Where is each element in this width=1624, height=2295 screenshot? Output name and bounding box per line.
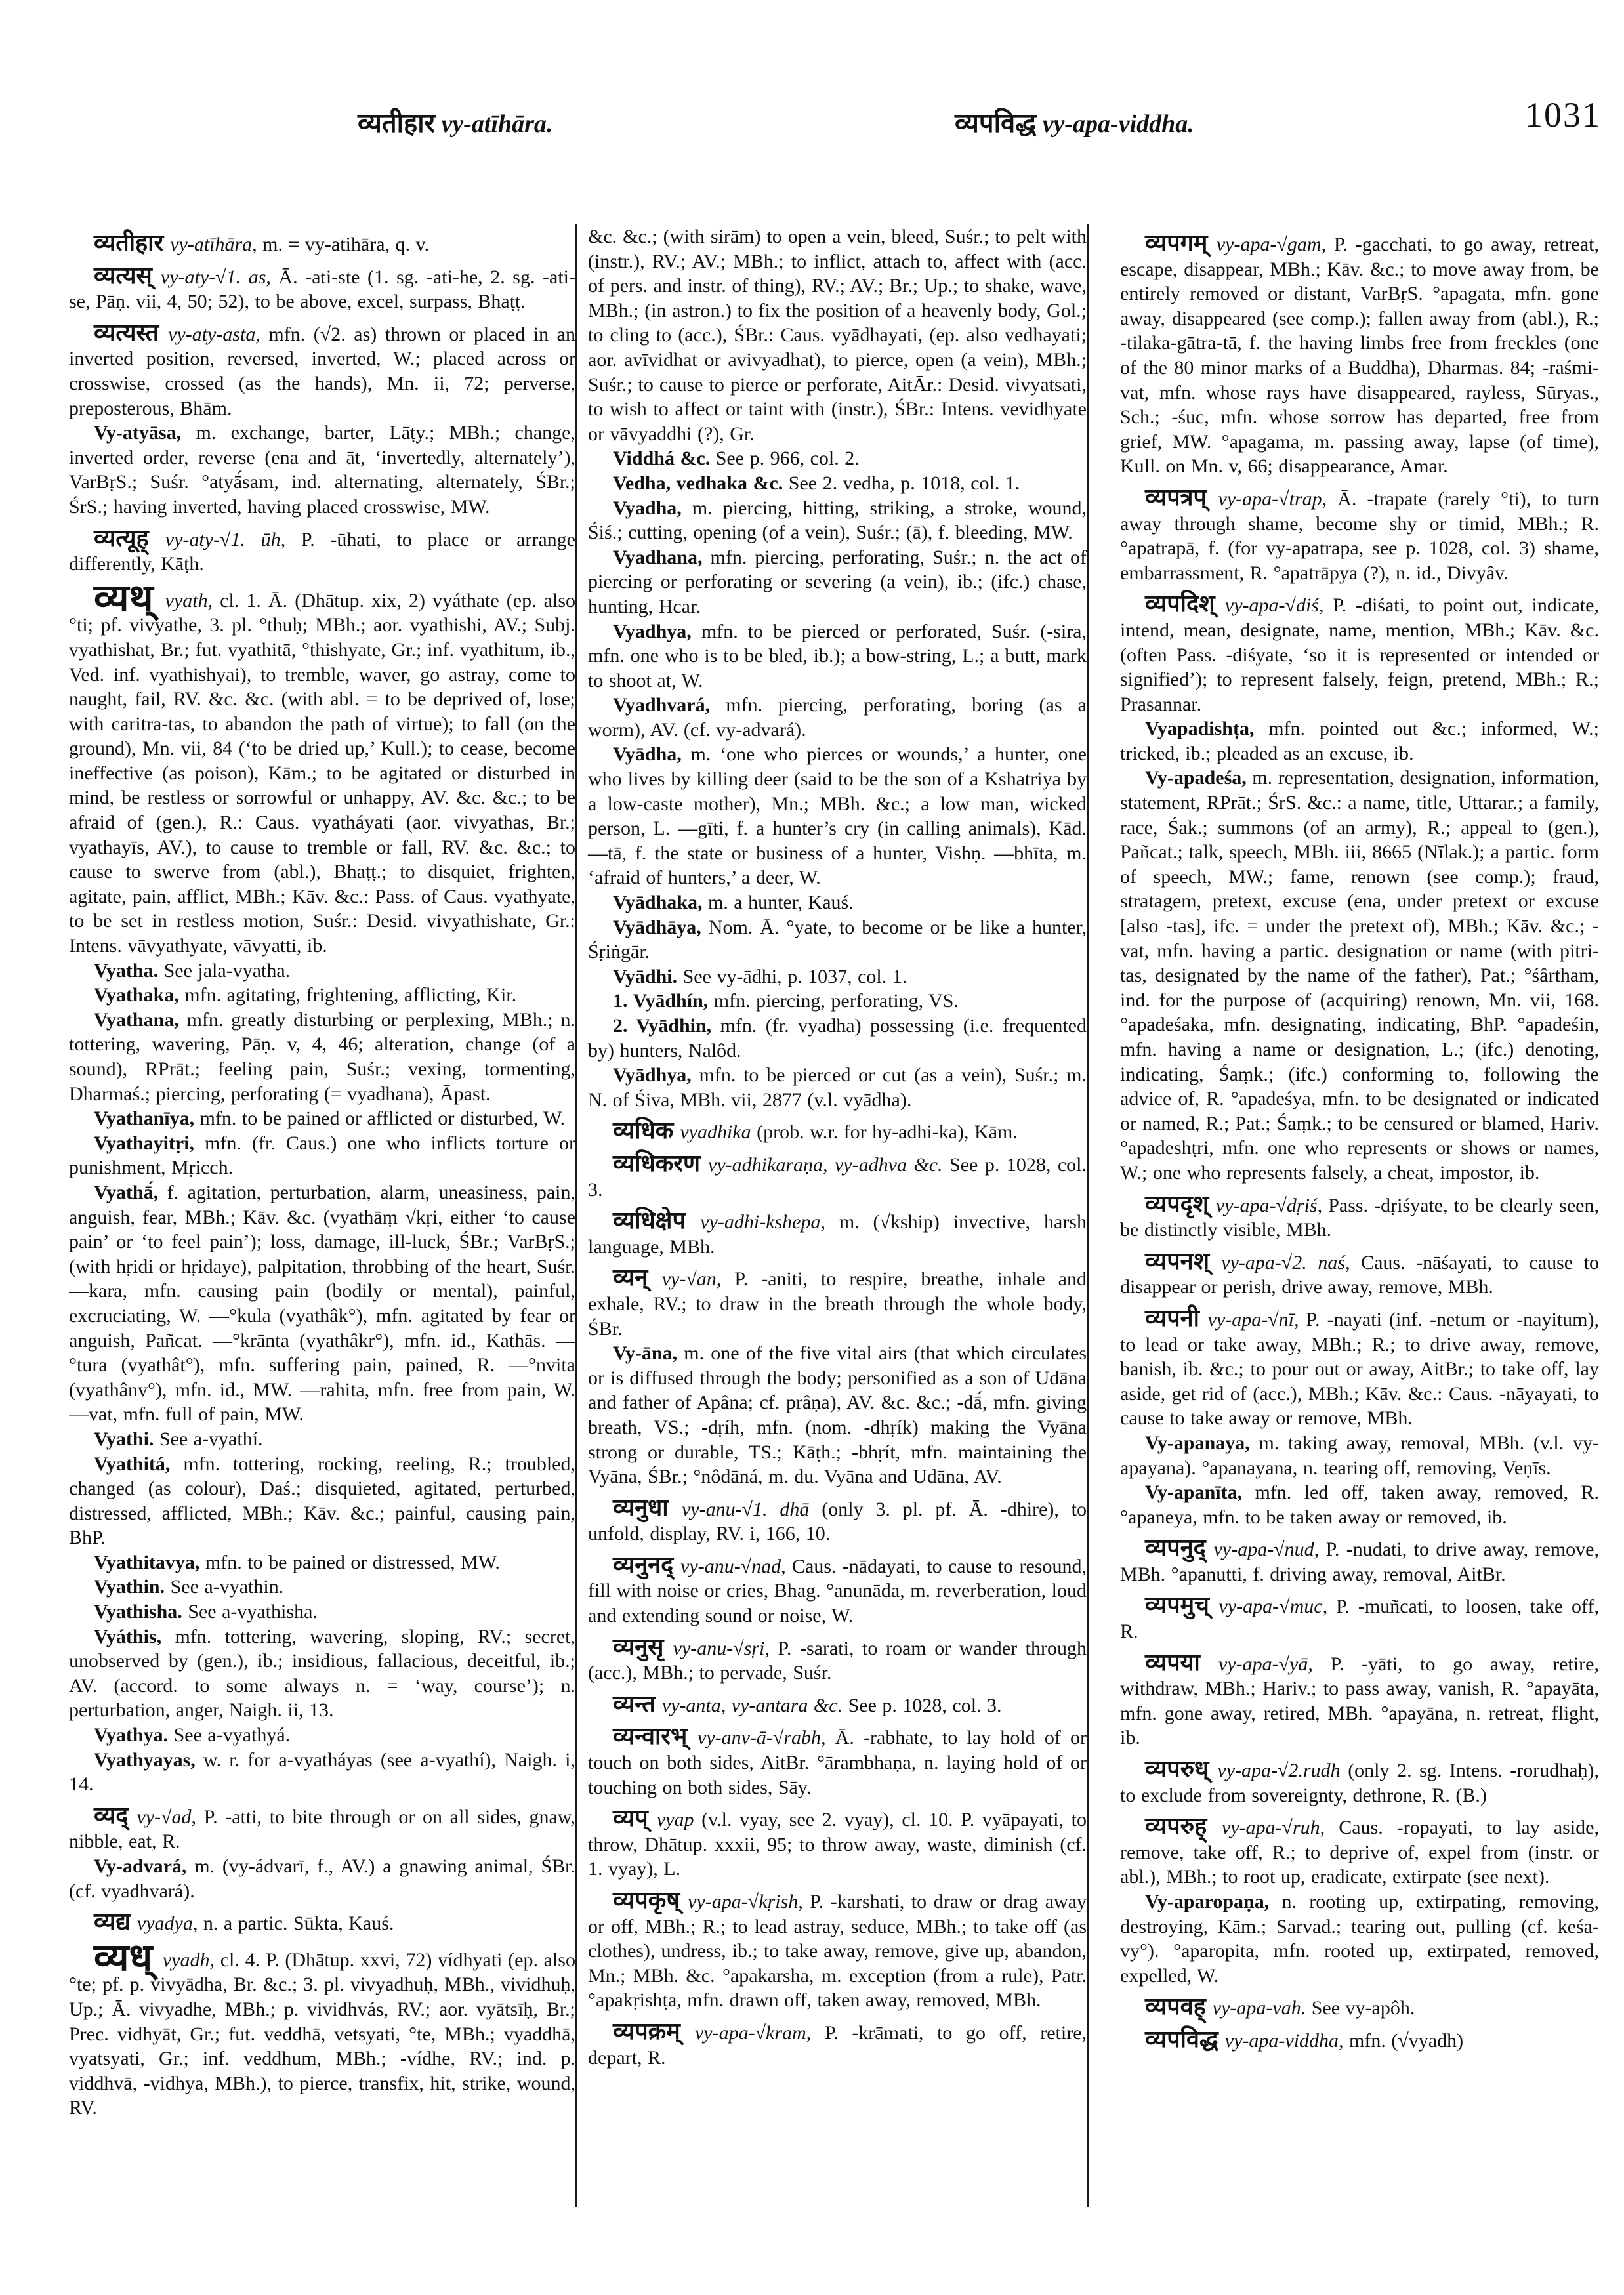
subentry-headword: Vyādhāya,	[613, 916, 709, 938]
dictionary-entry: व्यन् vy-√an, P. -aniti, to respire, breathe, inhale and exhale, RV.; to draw in the breath through the whole body, ŚBr.	[588, 1264, 1087, 1340]
headword-devanagari: व्यत्यस्त	[94, 319, 169, 346]
headword-transliteration: vyath,	[165, 589, 220, 611]
dictionary-entry: व्यपदृश् vy-apa-√dṛiś, Pass. -dṛiśyate, to be clearly seen, be distinctly visible, MBh.	[1120, 1190, 1599, 1241]
dictionary-entry: Vyáthis, mfn. tottering, wavering, sloping, RV.; secret, unobserved by (gen.), ib.; insidious, fallacious, deceitful, ib.; AV. (accord. to some always n. = ‘way, course’); n. perturbation, anger, Naigh. ii, 13.	[69, 1625, 575, 1722]
headword-transliteration: vy-aty-√1. as,	[160, 266, 279, 288]
dictionary-entry: Vyādhya, mfn. to be pierced or cut (as a vein), Suśr.; m. N. of Śiva, MBh. vii, 2877 (v.l. vyādha).	[588, 1064, 1087, 1111]
dictionary-entry: Vy-apanīta, mfn. led off, taken away, removed, R. °apaneya, mfn. to be taken away or removed, ib.	[1120, 1481, 1599, 1528]
headword-devanagari: व्यन्वारभ्	[613, 1723, 697, 1750]
headword-devanagari: व्यनुनद्	[613, 1551, 681, 1578]
dictionary-entry: 2. Vyādhin, mfn. (fr. vyadha) possessing (i.e. frequented by) hunters, Nalôd.	[588, 1015, 1087, 1062]
page-number: 1031	[1525, 95, 1601, 134]
subentry-headword: Viddhá &c.	[613, 447, 716, 470]
headword-transliteration: vy-aty-asta,	[168, 323, 269, 345]
subentry-headword: Vyatha.	[94, 959, 164, 982]
headword-devanagari: व्यपया	[1145, 1649, 1218, 1676]
dictionary-entry: व्यपमुच् vy-apa-√muc, P. -muñcati, to loosen, take off, R.	[1120, 1592, 1599, 1643]
dictionary-entry: Vy-apadeśa, m. representation, designation, information, statement, RPrāt.; ŚrS. &c.: a name, title, Uttarar.; a family, race, Śak.; summons (of an army), R.; appeal to (gen.), Pañcat.; talk, speech, MBh. iii, 8665 (Nīlak.); a partic. form of speech, MW.; fame, renown (see comp.); fraud, stratagem, pretext, excuse (ena, under pretext or excuse [also -tas], ifc. = under the pretext of), MBh.; Kāv. &c.; -vat, mfn. having a partic. designation or name (with pitri-tas, designated by the name of the father), Pat.; °śârtham, ind. for the purpose of (acquiring) renown, Mn. vii, 168. °apadeśaka, mfn. designating, indicating, BhP. °apadeśin, mfn. having a name or designation, L.; (ifc.) denoting, indicating, Śaṃk.; (ifc.) conforming to, following the advice of, R. °apadeśya, mfn. to be designated or indicated or named, R.; Pat.; Śaṃk.; to be censured or blamed, Hariv. °apadeshṭri, mfn. one who represents or shows or names, W.; one who represents falsely, a cheat, impostor, ib.	[1120, 767, 1599, 1184]
headword-transliteration: vyadhika	[680, 1121, 757, 1144]
headword-devanagari: व्यपनी	[1145, 1304, 1208, 1331]
headword-transliteration: vy-apa-√ruh,	[1221, 1817, 1339, 1839]
headword-devanagari: व्यप्	[613, 1805, 657, 1832]
dictionary-entry: व्यपनुद् vy-apa-√nud, P. -nudati, to drive away, remove, MBh. °apanutti, f. driving away, removal, AitBr.	[1120, 1535, 1599, 1585]
headword-transliteration: vy-apa-√diś,	[1224, 594, 1333, 617]
headword-transliteration: vy-adhikaraṇa, vy-adhva &c.	[708, 1153, 950, 1176]
dictionary-entry: Vedha, vedhaka &c. See 2. vedha, p. 1018, col. 1.	[613, 472, 1020, 494]
dictionary-entry: Vy-āna, m. one of the five vital airs (that which circulates or is diffused through the body; personified as a son of Udāna and father of Apâna; cf. prâṇa), AV. &c. &c.; -dā́, mfn. giving breath, VS.; -dṛíh, mfn. (nom. -dhṛík) making the Vyāna strong or durable, TS.; Kāṭh.; -bhṛít, mfn. maintaining the Vyāna, ŚBr.; °nôdāná, m. du. Vyāna and Udāna, AV.	[588, 1342, 1087, 1488]
subentry-headword: Vyathanīya,	[94, 1107, 200, 1130]
dictionary-entry: Vy-aparopaṇa, n. rooting up, extirpating, removing, destroying, Kām.; Sarvad.; tearing out, pulling (cf. keśa-vy°). °aparopita, mfn. rooted up, extirpated, removed, expelled, W.	[1120, 1891, 1599, 1987]
subentry-headword: Vyathā́,	[94, 1181, 167, 1203]
headword-devanagari: व्यद्	[94, 1802, 137, 1829]
dictionary-entry: Vyathya. See a-vyathyá.	[94, 1724, 291, 1747]
headword-transliteration: vy-anu-√1. dhā	[681, 1498, 822, 1520]
headword-transliteration: vy-apa-√2. naś,	[1221, 1251, 1362, 1273]
subentry-headword: Vyathaka,	[94, 984, 185, 1006]
headword-transliteration: vy-apa-√nud,	[1213, 1539, 1326, 1561]
dictionary-entry: &c. &c.; (with sirām) to open a vein, bleed, Suśr.; to pelt with (instr.), RV.; AV.; MBh.; to inflict, attach to, affect with (acc. of pers. and instr. of thing), RV.; AV.; Br.; Up.; to shake, wave, MBh.; (in astron.) to fix the position of a heavenly body, Gol.; to cling to (acc.), ŚBr.: Caus. vyādhayati, (ep. also vedhayati; aor. avīvidhat or avivyadhat), to pierce, open (a vein), MBh.; Suśr.; to cause to pierce or perforate, AitĀr.: Desid. vivyatsati, to wish to affect or taint with (instr.), ŚBr.: Intens. vevidhyate or vāvyaddhi (?), Gr.	[588, 226, 1087, 445]
running-head-left-devanagari: व्यतीहार	[358, 108, 435, 138]
dictionary-entry: व्यपनश् vy-apa-√2. naś, Caus. -nāśayati, to cause to disappear or perish, drive away, remove, MBh.	[1120, 1247, 1599, 1298]
dictionary-entry: Vyādhi. See vy-ādhi, p. 1037, col. 1.	[613, 965, 907, 987]
dictionary-entry: Vyathisha. See a-vyathisha.	[94, 1601, 318, 1623]
subentry-headword: Vyathyayas,	[94, 1748, 203, 1771]
headword-transliteration: vy-anu-√sṛi,	[673, 1637, 778, 1659]
dictionary-entry: व्यनुनद् vy-anu-√nad, Caus. -nādayati, to cause to resound, fill with noise or cries, Bhag. °anunāda, m. reverberation, loud and extending sound or noise, W.	[588, 1551, 1087, 1627]
dictionary-entry: व्यपत्रप् vy-apa-√trap, Ā. -trapate (rarely °ti), to turn away through shame, become shy or timid, MBh.; R. °apatrapā, f. (for vy-apatrapa, see p. 1028, col. 3) shame, embarrassment, R. °apatrāpya (?), n. id., Divyâv.	[1120, 484, 1599, 584]
headword-transliteration: vy-apa-√gam,	[1216, 234, 1334, 255]
dictionary-entry: Vyathin. See a-vyathin.	[94, 1576, 284, 1598]
subentry-headword: 2. Vyādhin,	[613, 1015, 720, 1037]
dictionary-entry: व्यथ् vyath, cl. 1. Ā. (Dhātup. xix, 2) vyáthate (ep. also °ti; pf. vivyathe, 3. pl. °thuḥ; MBh.; aor. vyathishi, AV.; Subj. vyathishat, Br.; fut. vyathitā, °thishyate, Gr.; inf. vyathitum, ib., Ved. inf. vyathishyai), to tremble, waver, go astray, come to naught, fail, RV. &c. &c. (with abl. = to be deprived of, lose; with caritra-tas, to abandon the path of virtue); to fall (on the ground), Mn. vii, 84 (‘to be dried up,’ Kull.); to cease, become ineffective (as poison), Kām.; to be agitated or disturbed in mind, be restless or sorrowful or unhappy, AV. &c. &c.; to be afraid of (gen.), R.: Caus. vyatháyati (aor. vivyathas, Br.; vyathayīs, AV.), to cause to tremble or fall, RV. &c. &c.; to cause to swerve from (abl.), Bhaṭṭ.; to disquiet, frighten, agitate, pain, afflict, MBh.; Kāv. &c.: Pass. of Caus. vyathyate, to be set in restless motion, Suśr.: Desid. vivyathishate, Gr.: Intens. vāvyathyate, vāvyatti, ib.	[69, 576, 575, 957]
dictionary-entry: व्यन्वारभ् vy-anv-ā-√rabh, Ā. -rabhate, to lay hold of or touch on both sides, AitBr. °ārambhaṇa, n. laying hold of or touching on both sides, Sāy.	[588, 1723, 1087, 1798]
subentry-headword: Vyadha,	[613, 497, 692, 519]
headword-devanagari: व्यधिक्षेप	[613, 1207, 701, 1234]
dictionary-entry: Vyathaka, mfn. agitating, frightening, afflicting, Kir.	[94, 984, 517, 1006]
dictionary-entry: व्यपवह् vy-apa-vah. See vy-apôh.	[1145, 1993, 1415, 2020]
dictionary-entry: Vyadhvará, mfn. piercing, perforating, boring (as a worm), AV. (cf. vy-advará).	[588, 694, 1087, 741]
running-head-right-transliteration: vy-apa-viddha.	[1042, 110, 1194, 138]
subentry-headword: Vy-āna,	[613, 1342, 684, 1365]
headword-devanagari: व्यपकृष्	[613, 1887, 688, 1913]
dictionary-entry: Vyathi. See a-vyathí.	[94, 1428, 263, 1450]
subentry-headword: Vyathin.	[94, 1576, 171, 1598]
dictionary-entry: Vyathayitṛi, mfn. (fr. Caus.) one who inflicts torture or punishment, Mṛicch.	[69, 1132, 575, 1179]
headword-transliteration: vy-anu-√nad,	[680, 1555, 792, 1577]
running-head-right	[955, 104, 1194, 140]
headword-devanagari: व्यपदिश्	[1145, 590, 1225, 617]
dictionary-entry: Viddhá &c. See p. 966, col. 2.	[613, 447, 860, 470]
headword-transliteration: vy-apa-√kram,	[694, 2021, 825, 2044]
dictionary-entry: Vyādha, m. ‘one who pierces or wounds,’ a hunter, one who lives by killing deer (said to be the son of a Kshatriya by a low-caste mother), Mn.; MBh. &c.; a low man, wicked person, L. —gīti, f. a hunter’s cry (in calling animals), Kād. —tā, f. the state or business of a hunter, Vishṇ. —bhīta, m. ‘afraid of hunters,’ a deer, W.	[588, 743, 1087, 889]
subentry-headword: Vyādha,	[613, 743, 691, 766]
dictionary-entry: व्यपरुध् vy-apa-√2.rudh (only 2. sg. Intens. -rorudhaḥ), to exclude from sovereignty, dethrone, R. (B.)	[1120, 1756, 1599, 1806]
running-head-right-devanagari: व्यपविद्ध	[955, 108, 1037, 138]
subentry-headword: Vyathi.	[94, 1428, 159, 1450]
headword-devanagari: व्यपनश्	[1145, 1247, 1222, 1274]
dictionary-entry: व्यपनी vy-apa-√nī, P. -nayati (inf. -netum or -nayitum), to lead or take away, MBh.; R.; to drive away, remove, banish, ib. &c.; to pour out or away, AitBr.; to take off, lay aside, get rid of (acc.), MBh.; Kāv. &c.: Caus. -nāyayati, to cause to take away or remove, MBh.	[1120, 1304, 1599, 1430]
headword-transliteration: vy-apa-√dṛiś,	[1215, 1194, 1329, 1216]
dictionary-entry: Vyapadishṭa, mfn. pointed out &c.; informed, W.; tricked, ib.; pleaded as an excuse, ib.	[1120, 718, 1599, 764]
headword-transliteration: vy-atīhāra,	[170, 234, 263, 255]
dictionary-entry: व्यनुधा vy-anu-√1. dhā (only 3. pl. pf. Ā. -dhire), to unfold, display, RV. i, 166, 10.	[588, 1494, 1087, 1545]
dictionary-entry: व्यपकृष् vy-apa-√kṛish, P. -karshati, to draw or drag away or off, MBh.; R.; to lead astray, seduce, MBh.; to take off (as clothes), undress, ib.; to take away, remove, give up, abandon, Mn.; MBh. &c. °apakarsha, m. exception (from a rule), Patr. °apakṛishṭa, mfn. drawn off, taken away, removed, MBh.	[588, 1887, 1087, 2012]
dictionary-entry: व्यतीहार vy-atīhāra, m. = vy-atihāra, q. v.	[94, 230, 430, 256]
subentry-headword: Vy-apadeśa,	[1145, 767, 1253, 789]
running-head-left-transliteration: vy-atīhāra.	[441, 110, 553, 138]
headword-devanagari: व्यपमुच्	[1145, 1592, 1219, 1619]
headword-devanagari: व्यपनुद्	[1145, 1535, 1214, 1561]
column-2	[577, 224, 1087, 2232]
headword-devanagari: व्यपरुह्	[1145, 1813, 1222, 1840]
running-head-left	[358, 104, 552, 140]
headword-devanagari: व्यन्त	[613, 1690, 662, 1717]
headword-transliteration: vy-anv-ā-√rabh,	[697, 1727, 835, 1749]
running-header	[69, 92, 1608, 164]
subentry-headword: Vyadhvará,	[613, 694, 726, 716]
subentry-headword: Vyapadishṭa,	[1145, 718, 1269, 740]
dictionary-entry: व्यधिकरण vy-adhikaraṇa, vy-adhva &c. See p. 1028, col. 3.	[588, 1149, 1087, 1201]
headword-transliteration: vy-√ad,	[136, 1806, 204, 1828]
dictionary-entry: Vyadhya, mfn. to be pierced or perforated, Suśr. (-sira, mfn. one who is to be bled, ib.); a bow-string, L.; a butt, mark to shoot at, W.	[588, 620, 1087, 692]
dictionary-entry: व्यत्यूह् vy-aty-√1. ūh, P. -ūhati, to place or arrange differently, Kāṭh.	[69, 524, 575, 575]
dictionary-entry: Vy-apanaya, m. taking away, removal, MBh. (v.l. vy-apayana). °apanayana, n. tearing off, removing, Veṇīs.	[1120, 1432, 1599, 1479]
subentry-headword: Vyathana,	[94, 1008, 187, 1031]
subentry-headword: Vyáthis,	[94, 1625, 175, 1647]
dictionary-entry: Vy-atyāsa, m. exchange, barter, Lāṭy.; MBh.; change, inverted order, reverse (ena and āt, ‘invertedly, alternately’), VarBṛS.; Suśr. °atyā́sam, ind. alternating, alternately, ŚBr.; ŚrS.; having inverted, having placed crosswise, MW.	[69, 422, 575, 518]
dictionary-entry: Vyādhāya, Nom. Ā. °yate, to become or be like a hunter, Śṛiṅgār.	[588, 916, 1087, 963]
headword-transliteration: vy-apa-√muc,	[1218, 1596, 1337, 1618]
subentry-headword: Vyathitavya,	[94, 1551, 205, 1573]
dictionary-entry: Vyathitavya, mfn. to be pained or distressed, MW.	[94, 1551, 500, 1573]
headword-devanagari: व्यद्य	[94, 1909, 137, 1935]
subentry-headword: Vyathisha.	[94, 1601, 188, 1623]
subentry-headword: Vedha, vedhaka &c.	[613, 472, 789, 494]
dictionary-entry: व्यपविद्ध vy-apa-viddha, mfn. (√vyadh)	[1145, 2025, 1464, 2052]
headword-transliteration: vy-apa-vah.	[1212, 1997, 1312, 2019]
dictionary-entry: व्यत्यस् vy-aty-√1. as, Ā. -ati-ste (1. sg. -ati-he, 2. sg. -ati-se, Pāṇ. vii, 4, 50; 52), to be above, excel, surpass, Bhaṭṭ.	[69, 262, 575, 313]
headword-transliteration: vyadh,	[162, 1949, 220, 1971]
headword-devanagari: व्यपरुध्	[1145, 1756, 1218, 1783]
dictionary-entry: 1. Vyādhín, mfn. piercing, perforating, VS.	[613, 990, 959, 1012]
subentry-headword: Vyathya.	[94, 1724, 174, 1747]
subentry-headword: Vyathayitṛi,	[94, 1132, 205, 1154]
subentry-headword: Vyathitá,	[94, 1453, 184, 1475]
headword-devanagari: व्यध्	[94, 1935, 163, 1979]
headword-devanagari: व्यन्	[613, 1264, 662, 1291]
headword-transliteration: vy-anta, vy-antara &c.	[661, 1694, 848, 1716]
headword-transliteration: vy-apa-viddha,	[1224, 2029, 1350, 2052]
column-3	[1089, 224, 1599, 2232]
headword-devanagari: व्यधिकरण	[613, 1149, 709, 1176]
dictionary-entry: Vy-advará, m. (vy-ádvarī, f., AV.) a gnawing animal, ŚBr. (cf. vyadhvará).	[69, 1855, 575, 1902]
dictionary-entry: व्यपगम् vy-apa-√gam, P. -gacchati, to go away, retreat, escape, disappear, MBh.; Kāv. &c.; to move away from, be entirely removed or distant, VarBṛS. °apagata, mfn. gone away, disappeared (see comp.); fallen away from (abl.), R.; -tilaka-gātra-tā, f. the having limbs free from freckles (one of the 80 minor marks of a Buddha), Dharmas. 84; -raśmi-vat, mfn. whose rays have disappeared, rayless, Sūryas., Sch.; -śuc, mfn. whose sorrow has departed, free from grief, MW. °apagama, m. passing away, lapse (of time), Kull. on Mn. v, 66; disappearance, Amar.	[1120, 230, 1599, 478]
headword-devanagari: व्यपविद्ध	[1145, 2025, 1225, 2052]
dictionary-entry: व्यपक्रम् vy-apa-√kram, P. -krāmati, to go off, retire, depart, R.	[588, 2017, 1087, 2069]
subentry-headword: Vy-atyāsa,	[94, 422, 196, 444]
column-1	[69, 224, 575, 2232]
headword-transliteration: vy-apa-√trap,	[1218, 487, 1338, 510]
dictionary-entry: व्यत्यस्त vy-aty-asta, mfn. (√2. as) thrown or placed in an inverted position, reversed, inverted, W.; placed across or crosswise, crossed (as the hands), Mn. ii, 72; perverse, preposterous, Bhām.	[69, 319, 575, 419]
dictionary-entry: व्यप् vyap (v.l. vyay, see 2. vyay), cl. 10. P. vyāpayati, to throw, Dhātup. xxxii, 95; to throw away, waste, diminish (cf. 1. vyay), L.	[588, 1805, 1087, 1880]
headword-devanagari: व्यपक्रम्	[613, 2017, 695, 2044]
dictionary-entry: व्यधिक्षेप vy-adhi-kshepa, m. (√kship) invective, harsh language, MBh.	[588, 1207, 1087, 1258]
subentry-headword: Vyādhaka,	[613, 892, 708, 914]
subentry-headword: Vyādhi.	[613, 965, 683, 987]
subentry-headword: Vyadhya,	[613, 620, 701, 642]
dictionary-entry: व्यपया vy-apa-√yā, P. -yāti, to go away, retire, withdraw, MBh.; Hariv.; to pass away, vanish, R. °apayāta, mfn. gone away, retired, MBh. °apayāna, n. retreat, flight, ib.	[1120, 1649, 1599, 1749]
headword-devanagari: व्यतीहार	[94, 230, 171, 256]
subentry-headword: Vy-apanīta,	[1145, 1481, 1255, 1504]
dictionary-entry: Vyādhaka, m. a hunter, Kauś.	[613, 892, 854, 914]
subentry-headword: Vy-aparopaṇa,	[1145, 1891, 1282, 1912]
headword-devanagari: व्यनुसृ	[613, 1633, 673, 1660]
dictionary-entry: व्यनुसृ vy-anu-√sṛi, P. -sarati, to roam or wander through (acc.), MBh.; to pervade, Suśr.	[588, 1633, 1087, 1684]
headword-devanagari: व्यपदृश्	[1145, 1190, 1216, 1217]
dictionary-text-block	[69, 224, 1608, 2232]
headword-transliteration: vyap	[656, 1809, 702, 1831]
headword-transliteration: vy-apa-√yā,	[1218, 1653, 1331, 1675]
headword-devanagari: व्यपगम्	[1145, 230, 1217, 256]
headword-devanagari: व्यत्यूह्	[94, 524, 165, 551]
dictionary-entry: व्यपरुह् vy-apa-√ruh, Caus. -ropayati, to lay aside, remove, take off, R.; to deprive of, expel from (instr. or abl.), MBh.; to root up, eradicate, extirpate (see next).	[1120, 1813, 1599, 1888]
dictionary-entry: Vyathanīya, mfn. to be pained or afflicted or disturbed, W.	[94, 1107, 566, 1130]
headword-devanagari: व्यधिक	[613, 1117, 680, 1144]
headword-devanagari: व्यथ्	[94, 576, 165, 619]
dictionary-entry: Vyathitá, mfn. tottering, rocking, reeling, R.; troubled, changed (as colour), Daś.; disquieted, agitated, perturbed, distressed, afflicted, MBh.; Kāv. &c.; painful, causing pain, BhP.	[69, 1453, 575, 1549]
subentry-headword: Vy-apanaya,	[1145, 1432, 1259, 1454]
subentry-headword: Vyadhana,	[613, 546, 711, 568]
headword-transliteration: vy-√an,	[661, 1268, 735, 1291]
headword-transliteration: vy-apa-√nī,	[1207, 1308, 1306, 1331]
dictionary-entry: Vyadhana, mfn. piercing, perforating, Suśr.; n. the act of piercing or perforating or severing (a vein), ib.; (ifc.) chase, hunting, Hcar.	[588, 546, 1087, 617]
headword-devanagari: व्यपत्रप्	[1145, 484, 1218, 510]
headword-transliteration: vy-aty-√1. ūh,	[165, 528, 301, 550]
headword-devanagari: व्यपवह्	[1145, 1993, 1213, 2020]
headword-transliteration: vy-apa-√kṛish,	[688, 1891, 810, 1912]
headword-devanagari: व्यनुधा	[613, 1494, 682, 1521]
subentry-headword: Vy-advará,	[94, 1855, 195, 1877]
dictionary-entry: व्यधिक vyadhika (prob. w.r. for hy-adhi-ka), Kām.	[613, 1117, 1018, 1144]
headword-transliteration: vyadya,	[136, 1912, 203, 1935]
dictionary-entry: Vyatha. See jala-vyatha.	[94, 959, 291, 982]
dictionary-entry: व्यध् vyadh, cl. 4. P. (Dhātup. xxvi, 72) vídhyati (ep. also °te; pf. p. vivyādha, Br. &c.; 3. pl. vivyadhuḥ, MBh., vividhuḥ, Up.; Ā. vivyadhe, MBh.; p. vividhvás, RV.; aor. vyātsīḥ, Br.; Prec. vidhyāt, Gr.; fut. veddhā, vetsyati, °te, MBh.; vyaddhā, vyatsyati, Gr.; inf. veddhum, MBh.; -vídhe, RV.; ind. p. viddhvā, -vidhya, MBh.), to pierce, transfix, hit, strike, wound, RV.	[69, 1935, 575, 2119]
dictionary-entry: व्यद् vy-√ad, P. -atti, to bite through or on all sides, gnaw, nibble, eat, R.	[69, 1802, 575, 1853]
headword-devanagari: व्यत्यस्	[94, 262, 161, 289]
subentry-headword: 1. Vyādhín,	[613, 990, 714, 1012]
dictionary-entry: Vyathyayas, w. r. for a-vyatháyas (see a-vyathí), Naigh. i, 14.	[69, 1748, 575, 1796]
dictionary-entry: व्यन्त vy-anta, vy-antara &c. See p. 1028, col. 3.	[613, 1690, 1002, 1717]
subentry-headword: Vyādhya,	[613, 1064, 699, 1086]
dictionary-entry: व्यपदिश् vy-apa-√diś, P. -diśati, to point out, indicate, intend, mean, designate, name, mention, MBh.; Kāv. &c. (often Pass. -diśyate, ‘so it is represented or intended or signified’); to represent falsely, feign, pretend, MBh.; R.; Prasannar.	[1120, 590, 1599, 715]
dictionary-entry: Vyathana, mfn. greatly disturbing or perplexing, MBh.; n. tottering, wavering, Pāṇ. v, 4, 46; alteration, change (of a sound), RPrāt.; feeling pain, Suśr.; vexing, tormenting, Dharmaś.; piercing, perforating (= vyadhana), Āpast.	[69, 1008, 575, 1105]
dictionary-entry: Vyathā́, f. agitation, perturbation, alarm, uneasiness, pain, anguish, fear, MBh.; Kāv. &c. (vyathāṃ √kṛi, either ‘to cause pain’ or ‘to feel pain’); loss, damage, ill-luck, ŚBr.; VarBṛS.; (with hṛidi or hṛidaye), palpitation, throbbing of the heart, Suśr. —kara, mfn. causing pain (bodily or mental), painful, excruciating, W. —°kula (vyathâk°), mfn. agitated by fear or anguish, Pañcat. —°krānta (vyathâkr°), mfn. id., Kathās. —°tura (vyathât°), mfn. suffering pain, pained, R. —°nvita (vyathânv°), mfn. id., MW. —rahita, mfn. free from pain, W. —vat, mfn. full of pain, MW.	[69, 1181, 575, 1426]
headword-transliteration: vy-adhi-kshepa,	[700, 1211, 839, 1233]
dictionary-entry: व्यद्य vyadya, n. a partic. Sūkta, Kauś.	[94, 1909, 394, 1935]
headword-transliteration: vy-apa-√2.rudh	[1217, 1760, 1348, 1782]
dictionary-entry: Vyadha, m. piercing, hitting, striking, a stroke, wound, Śiś.; cutting, opening (of a vein), Suśr.; (ā), f. bleeding, MW.	[588, 497, 1087, 544]
